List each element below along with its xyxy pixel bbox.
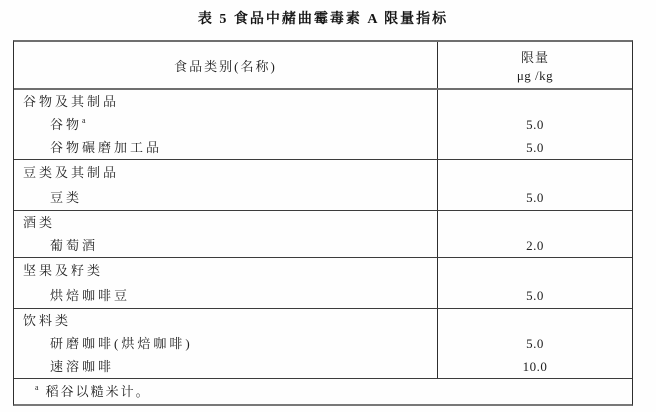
food-item: 葡萄酒 [50,238,99,253]
limit-value: 5.0 [526,190,544,205]
limit-value [438,160,632,185]
limit-value: 10.0 [522,359,548,374]
table-group-beverages [14,308,632,378]
header-limit-unit: μg /kg [516,67,554,83]
limit-value [438,258,632,283]
category-label: 酒类 [23,215,56,230]
category-label: 豆类及其制品 [23,165,120,180]
table-group-alcohol [14,210,632,257]
category-label: 坚果及籽类 [23,263,104,278]
table-header-row [14,42,632,90]
limit-value: 5.0 [526,140,544,155]
footnote-marker: a [35,383,39,392]
limit-value [438,211,632,234]
limit-value: 5.0 [526,288,544,303]
table-group-cereals [14,90,632,159]
category-label: 谷物及其制品 [23,94,120,109]
limits-table [13,40,633,406]
limit-value: 2.0 [526,238,544,253]
food-item: 豆类 [50,190,83,205]
food-item: 速溶咖啡 [50,359,115,374]
table-title: 表 5 食品中赭曲霉毒素 A 限量指标 [197,12,449,27]
food-item: 研磨咖啡(烘焙咖啡) [50,336,193,351]
header-limit-cell [437,42,632,88]
footnote-text: 稻谷以糙米计。 [45,384,151,399]
limit-value [438,309,632,332]
footnote-row [14,378,632,404]
header-category-cell [14,42,437,88]
table-group-nuts [14,257,632,308]
footnote-ref-icon: a [82,116,86,125]
food-item: 烘焙咖啡豆 [50,288,131,303]
header-limit-label: 限量 [520,49,549,65]
food-item: 谷物碾磨加工品 [50,140,163,155]
header-category-label: 食品类别(名称) [174,58,277,74]
limit-value: 5.0 [526,117,544,132]
category-label: 饮料类 [23,313,72,328]
table-group-legumes [14,159,632,210]
limit-value [438,90,632,113]
food-item: 谷物$^a$ [50,116,86,132]
limit-value: 5.0 [526,336,544,351]
